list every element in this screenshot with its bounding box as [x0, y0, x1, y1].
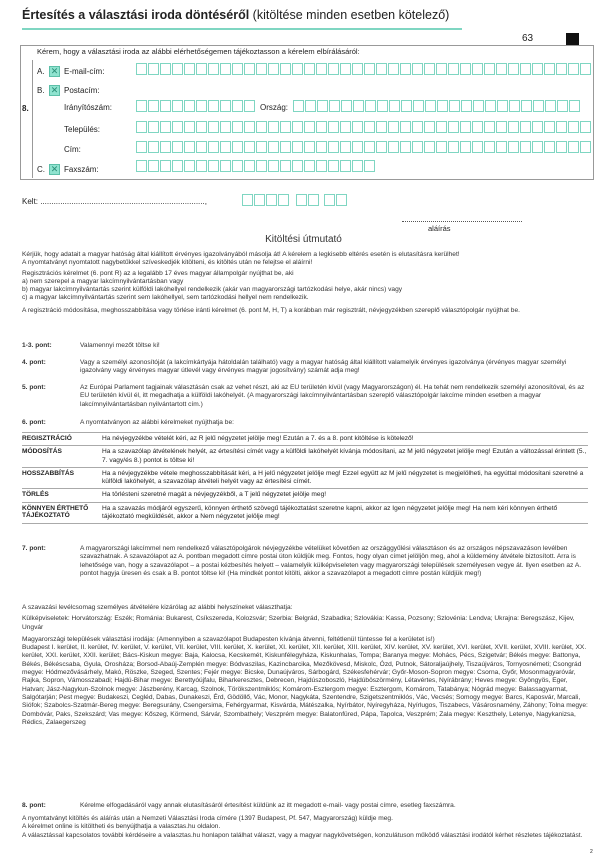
letter-cell[interactable]: [532, 141, 543, 153]
point-4-text: Vagy a személyi azonosítóját (a lakcímkártyája hátoldalán található) vagy a magyar hatóság által kiállított valamelyik érvényes igazolványa (érvényes magyar személyi igazolvány vagy érvényes magyar útlevél vagy érvényes magyar jogosítvány) számát adja meg!: [80, 359, 567, 375]
letter-cell[interactable]: [532, 63, 543, 75]
letter-cell[interactable]: [304, 121, 315, 133]
letter-cell[interactable]: [305, 100, 316, 112]
guide-intro: [22, 251, 588, 315]
letter-cell[interactable]: [136, 100, 147, 112]
fax-checkbox[interactable]: ✕: [50, 164, 59, 174]
letter-cell[interactable]: [400, 63, 411, 75]
letter-cell[interactable]: [268, 160, 279, 172]
letter-cell[interactable]: [533, 100, 544, 112]
letter-cell[interactable]: [293, 100, 304, 112]
date-line-label: Kelt: ..........................................................................,: [22, 197, 207, 206]
letter-cell[interactable]: [160, 160, 171, 172]
letter-cell[interactable]: [580, 121, 591, 133]
letter-cell[interactable]: [280, 141, 291, 153]
letter-cell[interactable]: [172, 100, 183, 112]
letter-cell[interactable]: [136, 141, 147, 153]
letter-cell[interactable]: [160, 121, 171, 133]
letter-cell[interactable]: [196, 100, 207, 112]
letter-cell[interactable]: [328, 141, 339, 153]
letter-cell[interactable]: [244, 121, 255, 133]
letter-cell[interactable]: [364, 160, 375, 172]
letter-cell[interactable]: [448, 141, 459, 153]
letter-cell[interactable]: [389, 100, 400, 112]
letter-cell[interactable]: [220, 121, 231, 133]
letter-cell[interactable]: [232, 141, 243, 153]
letter-cell[interactable]: [388, 63, 399, 75]
letter-cell[interactable]: [220, 100, 231, 112]
pickup-intro: A szavazási levélcsomag személyes átvételére kizárólag az alábbi helyszíneket választhatja:: [22, 604, 293, 611]
letter-cell[interactable]: [340, 121, 351, 133]
letter-cell[interactable]: [580, 141, 591, 153]
letter-cell[interactable]: [412, 141, 423, 153]
letter-cell[interactable]: [148, 141, 159, 153]
letter-cell[interactable]: [449, 100, 460, 112]
letter-cell[interactable]: [256, 160, 267, 172]
letter-cell[interactable]: [544, 63, 555, 75]
date-month-field[interactable]: [296, 194, 320, 206]
form-title: Értesítés a választási iroda döntéséről (kitöltése minden esetben kötelező): [22, 8, 450, 22]
city-label: Település:: [64, 125, 101, 134]
point-6-label: 6. pont:: [22, 419, 46, 426]
letter-cell[interactable]: [496, 141, 507, 153]
guide-p3c: c) a magyar lakcímnyilvántartás szerint sem lakóhellyel, sem tartózkodási hellyel nem rendelkezik.: [22, 294, 309, 302]
point-7-text: A magyarországi lakcímmel nem rendelkező választópolgárok névjegyzékbe vételüket követően az országgyűlési választáson és az országos népszavazáson levélben szavazhatnak. A szavazólapot az A. pontban megadott címre postai úton küldjük meg. Fontos, hogy olyan címet jelöljön meg, ahol a küldemény átvétele biztosított. Arra is lehetősége van, hogy a szavazólapot – a postai kézbesítés helyett – valamelyik külképviseleten vagy magyarországi települések személyesen vegye át. Ilyen esetben az A. pontot hagyja üresen és csak a B. pontot töltse ki! (Ha mindkét pontot kitölti, akkor a szavazólapot a megadott címre postán küldjük meg!): [80, 545, 582, 577]
letter-cell[interactable]: [544, 141, 555, 153]
point-13-label: 1-3. pont:: [22, 342, 52, 349]
letter-cell[interactable]: [484, 63, 495, 75]
letter-cell[interactable]: [172, 141, 183, 153]
letter-cell[interactable]: [496, 63, 507, 75]
closing-note-2: A kérelmet online is kitöltheti és benyújthatja a valasztas.hu oldalon.: [22, 823, 221, 831]
point-6-text: A nyomtatványon az alábbi kérelmeket nyújthatja be:: [80, 419, 234, 426]
letter-cell[interactable]: [256, 121, 267, 133]
letter-cell[interactable]: [424, 141, 435, 153]
letter-cell[interactable]: [497, 100, 508, 112]
letter-cell[interactable]: [278, 194, 289, 206]
letter-cell[interactable]: [376, 121, 387, 133]
letter-cell[interactable]: [376, 63, 387, 75]
letter-cell[interactable]: [521, 100, 532, 112]
letter-cell[interactable]: [413, 100, 424, 112]
letter-cell[interactable]: [545, 100, 556, 112]
letter-cell[interactable]: [136, 63, 147, 75]
letter-cell[interactable]: [329, 100, 340, 112]
point-13-text: Valamennyi mezőt töltse ki!: [80, 342, 160, 349]
letter-cell[interactable]: [136, 121, 147, 133]
letter-cell[interactable]: [437, 100, 448, 112]
letter-cell[interactable]: [352, 141, 363, 153]
letter-cell[interactable]: [412, 63, 423, 75]
letter-cell[interactable]: [352, 121, 363, 133]
letter-cell[interactable]: [317, 100, 328, 112]
closing-notes: [22, 815, 588, 840]
letter-cell[interactable]: [244, 141, 255, 153]
table-row: HOSSZABBÍTÁS Ha a névjegyzékbe vétele meghosszabbítását kéri, a H jelű négyzetet jelölje meg! Ezzel együtt az M jelű négyzetet is megjelölheti, ha egyúttal módosítani szeretné a külföldi lakóhelyét, a szavazólap átvételi helyét vagy az értesítési címét.: [22, 467, 588, 489]
point-5-label: 5. pont:: [22, 384, 46, 391]
date-year-field[interactable]: [242, 194, 290, 206]
email-field[interactable]: [136, 63, 592, 75]
letter-cell[interactable]: [340, 141, 351, 153]
letter-cell[interactable]: [268, 141, 279, 153]
letter-cell[interactable]: [304, 141, 315, 153]
letter-cell[interactable]: [136, 160, 147, 172]
letter-cell[interactable]: [436, 63, 447, 75]
letter-cell[interactable]: [220, 63, 231, 75]
letter-cell[interactable]: [352, 160, 363, 172]
letter-cell[interactable]: [425, 100, 436, 112]
address-field[interactable]: [136, 141, 592, 153]
pickup-section: [22, 604, 588, 727]
title-underline: [22, 28, 462, 30]
letter-cell[interactable]: [544, 121, 555, 133]
guide-p3: Regisztrációs kérelmet (6. pont R) az a legalább 17 éves magyar állampolgár nyújthat be, aki: [22, 269, 294, 277]
letter-cell[interactable]: [160, 63, 171, 75]
letter-cell[interactable]: [336, 194, 347, 206]
country-field[interactable]: [293, 100, 581, 112]
letter-cell[interactable]: [244, 63, 255, 75]
letter-cell[interactable]: [557, 100, 568, 112]
letter-cell[interactable]: [148, 63, 159, 75]
guide-p3b: b) magyar lakcímnyilvántartás szerint külföldi lakóhellyel rendelkezik (akár van magyarországi tartózkodási helye, akár nincs) vagy: [22, 286, 403, 294]
letter-cell[interactable]: [268, 63, 279, 75]
letter-cell[interactable]: [568, 141, 579, 153]
point-8-label: 8. pont:: [22, 802, 46, 809]
letter-cell[interactable]: [232, 63, 243, 75]
letter-cell[interactable]: [256, 141, 267, 153]
letter-cell[interactable]: [160, 100, 171, 112]
guide-title: Kitöltési útmutató: [265, 234, 342, 245]
letter-cell[interactable]: [472, 63, 483, 75]
letter-cell[interactable]: [316, 160, 327, 172]
letter-cell[interactable]: [388, 121, 399, 133]
letter-cell[interactable]: [172, 63, 183, 75]
letter-cell[interactable]: [208, 141, 219, 153]
letter-cell[interactable]: [324, 194, 335, 206]
letter-cell[interactable]: [376, 141, 387, 153]
letter-cell[interactable]: [232, 160, 243, 172]
table-row: TÖRLÉS Ha törlésteni szeretné magát a névjegyzékből, a T jelű négyzetet jelölje meg!: [22, 488, 588, 501]
letter-cell[interactable]: [556, 141, 567, 153]
letter-cell[interactable]: [569, 100, 580, 112]
point-7-label: 7. pont:: [22, 545, 46, 552]
zip-field[interactable]: [136, 100, 256, 112]
letter-cell[interactable]: [220, 141, 231, 153]
letter-cell[interactable]: [340, 63, 351, 75]
letter-cell[interactable]: [448, 121, 459, 133]
letter-cell[interactable]: [292, 141, 303, 153]
page-number: 63: [522, 33, 534, 44]
letter-cell[interactable]: [341, 100, 352, 112]
corner-mark: 2: [590, 849, 593, 855]
letter-cell[interactable]: [532, 121, 543, 133]
letter-cell[interactable]: [508, 63, 519, 75]
letter-cell[interactable]: [232, 100, 243, 112]
fax-label: Faxszám:: [64, 165, 99, 174]
letter-cell[interactable]: [172, 160, 183, 172]
letter-cell[interactable]: [340, 160, 351, 172]
option-b-letter: B.: [37, 86, 45, 95]
letter-cell[interactable]: [520, 141, 531, 153]
closing-note-1: A nyomtatványt kitöltés és aláírás után a Nemzeti Választási Iroda címére (1397 Budapest, Pf. 547, Magyarország) küldje meg.: [22, 815, 393, 822]
letter-cell[interactable]: [473, 100, 484, 112]
letter-cell[interactable]: [268, 121, 279, 133]
letter-cell[interactable]: [461, 100, 472, 112]
letter-cell[interactable]: [184, 63, 195, 75]
option-a-letter: A.: [37, 67, 45, 76]
country-label: Ország:: [260, 103, 289, 112]
letter-cell[interactable]: [364, 141, 375, 153]
letter-cell[interactable]: [232, 121, 243, 133]
letter-cell[interactable]: [352, 63, 363, 75]
letter-cell[interactable]: [208, 121, 219, 133]
table-row: REGISZTRÁCIÓ Ha névjegyzékbe vételét kéri, az R jelű négyzetet jelölje meg! Ezután a 7. és a 8. pont kitöltése is kötelező!: [22, 432, 588, 445]
address-label: Cím:: [64, 145, 81, 154]
letter-cell[interactable]: [148, 160, 159, 172]
letter-cell[interactable]: [328, 63, 339, 75]
letter-cell[interactable]: [316, 121, 327, 133]
letter-cell[interactable]: [580, 63, 591, 75]
letter-cell[interactable]: [377, 100, 388, 112]
letter-cell[interactable]: [328, 160, 339, 172]
letter-cell[interactable]: [184, 100, 195, 112]
letter-cell[interactable]: [196, 160, 207, 172]
letter-cell[interactable]: [304, 160, 315, 172]
letter-cell[interactable]: [365, 100, 376, 112]
letter-cell[interactable]: [280, 160, 291, 172]
letter-cell[interactable]: [148, 121, 159, 133]
guide-p4: A regisztráció módosítása, meghosszabbítása vagy törlése iránti kérelmet (6. pont M, H, T) a korábban már regisztrált, névjegyzékben szereplő választópolgár nyújthat be.: [22, 306, 520, 314]
letter-cell[interactable]: [292, 160, 303, 172]
point-4-label: 4. pont:: [22, 359, 46, 366]
guide-p3a: a) nem szerepel a magyar lakcímnyilvántartásban vagy: [22, 277, 184, 285]
letter-cell[interactable]: [196, 141, 207, 153]
table-row: KÖNNYEN ÉRTHETŐ TÁJÉKOZTATÓ Ha a szavazás módjáról egyszerű, könnyen érthető szövegű tájékoztatást szeretne kapni, akkor az Igen négyzetet jelölje meg! Ha nem kéri könnyen érthető tájékoztató megküldését, akkor a Nem négyzetet jelölje meg!: [22, 502, 588, 525]
letter-cell[interactable]: [460, 141, 471, 153]
letter-cell[interactable]: [244, 100, 255, 112]
letter-cell[interactable]: [556, 121, 567, 133]
offices-list: Budapest I. kerület, II. kerület, IV. kerület, V. kerület, VII. kerület, VIII. kerület, X. kerület, XI. kerület, XII. kerület, XIII. kerület, XIV. kerület, XV. kerület, XVI. kerület, XVII. kerület, XVIII. kerület, XX. kerület, XXI. kerület, XXII. kerület; Bács-Kiskun megye: Baja, Kalocsa, Kecskemét, Kiskunfélegyháza, Kiskunhalas, Tompa; Baranya megye: Mohács, Pécs, Szigetvár; Békés megye: Battonya, Békés, Békéscsaba, Gyula, Orosháza; Borsod-Abaúj-Zemplén megye: Bódvaszilas, Kazincbarcika, Mezőkövesd, Miskolc, Ózd, Putnok, Sátoraljaújhely, Tiszaújváros, Tornyosnémeti; Csongrád megye: Hódmezővásárhely, Makó, Röszke, Szeged, Szentes; Fejér megye: Bicske, Dunaújváros, Sárbogárd, Székesfehérvár; Győr-Moson-Sopron megye: Csorna, Győr, Mosonmagyaróvár, Rajka, Sopron, Vámosszabadi; Hajdú-Bihar megye: Berettyóújfalu, Biharkeresztes, Debrecen, Hajdúszoboszló, Hajdúböszörmény, Létavértes, Nyírábrány; Heves megye: Gyöngyös, Eger, Hatvan; Jász-Nagykun-Szolnok megye: Jászberény, Karcag, Szolnok, Törökszentmiklós; Komárom-Esztergom megye: Esztergom, Komárom, Tatabánya; Nógrád megye: Balassagyarmat, Salgótarján; Pest megye: Budakeszi, Cegléd, Dabas, Dunakeszi, Érd, Gödöllő, Vác, Monor, Nagykáta, Szentendre, Szigetszentmiklós, Vác, Vecsés; Somogy megye: Barcs, Kaposvár, Marcali, Siófok; Szabolcs-Szatmár-Bereg megye: Beregsurány, Csengersima, Fehérgyarmat, Kisvárda, Mátészalka, Nyírbátor, Nyíregyháza, Nyírlugos, Tiszabecs, Vásárosnamény, Záhony; Tolna megye: Dombóvár, Paks, Szekszárd; Vas megye: Kőszeg, Körmend, Sárvár, Szombathely; Veszprém megye: Balatonfüred, Pápa, Tapolca, Veszprém; Zala megye: Keszthely, Letenye, Nagykanizsa, Rédics, Zalaegerszeg: [22, 644, 588, 726]
section-number: 8.: [22, 104, 29, 113]
letter-cell[interactable]: [460, 121, 471, 133]
letter-cell[interactable]: [208, 160, 219, 172]
table-row: MÓDOSÍTÁS Ha a szavazólap átvételének helyét, az értesítési címét vagy a külföldi lakóhelyét kívánja módosítani, az M jelű négyzetet jelölje meg! Ezután a változással érintett (5., 7. vagy/és 8.) pontot is töltse ki!: [22, 445, 588, 467]
form-intro: Kérem, hogy a választási iroda az alábbi elérhetőségemen tájékoztasson a kérelem elbírálásáról:: [37, 47, 360, 56]
letter-cell[interactable]: [400, 141, 411, 153]
letter-cell[interactable]: [401, 100, 412, 112]
letter-cell[interactable]: [400, 121, 411, 133]
letter-cell[interactable]: [208, 100, 219, 112]
frame-divider: [32, 60, 33, 178]
letter-cell[interactable]: [556, 63, 567, 75]
letter-cell[interactable]: [448, 63, 459, 75]
letter-cell[interactable]: [496, 121, 507, 133]
consulates-list: Külképviseletek: Horvátország: Eszék; Románia: Bukarest, Csíkszereda, Kolozsvár; Szerbia: Belgrád, Szabadka; Szlovákia: Kassa, Pozsony; Szlovénia: Lendva; Ukrajna: Beregszász, Kijev, Ungvár: [22, 615, 575, 631]
letter-cell[interactable]: [364, 121, 375, 133]
request-types-table: [22, 432, 588, 524]
letter-cell[interactable]: [292, 121, 303, 133]
letter-cell[interactable]: [436, 141, 447, 153]
letter-cell[interactable]: [184, 141, 195, 153]
guide-p1: Kérjük, hogy adatait a magyar hatóság által kiállított érvényes igazolványából másolja át! A kérelem a legkisebb eltérés esetén is elutasításra kerülhet!: [22, 251, 460, 258]
letter-cell[interactable]: [280, 121, 291, 133]
letter-cell[interactable]: [568, 63, 579, 75]
fax-field[interactable]: [136, 160, 376, 172]
letter-cell[interactable]: [184, 160, 195, 172]
letter-cell[interactable]: [412, 121, 423, 133]
letter-cell[interactable]: [172, 121, 183, 133]
letter-cell[interactable]: [160, 141, 171, 153]
signature-label: aláírás: [428, 224, 451, 233]
point-8-text: Kérelme elfogadásáról vagy annak elutasításáról értesítést küldünk az itt megadott e-mail- vagy postai címre, esetleg faxszámra.: [80, 802, 456, 809]
letter-cell[interactable]: [364, 63, 375, 75]
email-label: E-mail-cím:: [64, 67, 105, 76]
zip-label: Irányítószám:: [64, 103, 113, 112]
letter-cell[interactable]: [388, 141, 399, 153]
form-subtitle: (kitöltése minden esetben kötelező): [252, 8, 450, 22]
letter-cell[interactable]: [308, 194, 319, 206]
letter-cell[interactable]: [520, 121, 531, 133]
point-5-text: Az Európai Parlament tagjainak választásán csak az vehet részt, aki az EU területén kívül (vagy Magyarországon) él. Ha tehát nem rendelkezik személyi azonosítóval, és az EU területén kívül él, itt megadhatja a külföldi lakóhelyét. (A magyarországi lakcímnyilvántartásban szereplő választópolgár lakcíme minden esetben a magyar lakcímnyilvántartásban nyilvántartott cím.): [80, 384, 585, 408]
option-c-letter: C.: [37, 165, 45, 174]
closing-note-3: A választással kapcsolatos további kérdéseire a valasztas.hu honlapon találhat választ, vagy a magyar nagykövetségen, konzulátuson működő választási irodától kérhet részletes tájékoztatást.: [22, 831, 583, 839]
letter-cell[interactable]: [353, 100, 364, 112]
letter-cell[interactable]: [472, 141, 483, 153]
email-checkbox[interactable]: ✕: [50, 66, 59, 76]
letter-cell[interactable]: [256, 63, 267, 75]
letter-cell[interactable]: [220, 160, 231, 172]
letter-cell[interactable]: [460, 63, 471, 75]
letter-cell[interactable]: [328, 121, 339, 133]
letter-cell[interactable]: [184, 121, 195, 133]
signature-line[interactable]: [402, 221, 522, 222]
letter-cell[interactable]: [436, 121, 447, 133]
letter-cell[interactable]: [304, 63, 315, 75]
letter-cell[interactable]: [520, 63, 531, 75]
letter-cell[interactable]: [568, 121, 579, 133]
letter-cell[interactable]: [242, 194, 253, 206]
letter-cell[interactable]: [254, 194, 265, 206]
letter-cell[interactable]: [148, 100, 159, 112]
letter-cell[interactable]: [280, 63, 291, 75]
letter-cell[interactable]: [266, 194, 277, 206]
letter-cell[interactable]: [484, 121, 495, 133]
date-day-field[interactable]: [324, 194, 348, 206]
postal-label: Postacím:: [64, 86, 100, 95]
letter-cell[interactable]: [296, 194, 307, 206]
letter-cell[interactable]: [485, 100, 496, 112]
letter-cell[interactable]: [316, 141, 327, 153]
letter-cell[interactable]: [424, 121, 435, 133]
postal-checkbox[interactable]: ✕: [50, 85, 59, 95]
letter-cell[interactable]: [208, 63, 219, 75]
letter-cell[interactable]: [472, 121, 483, 133]
guide-p2: A nyomtatványt nyomtatott nagybetűkkel szíveskedjék kitölteni, és kitöltés után ne felejtse el aláírni!: [22, 259, 313, 267]
city-field[interactable]: [136, 121, 592, 133]
letter-cell[interactable]: [316, 63, 327, 75]
letter-cell[interactable]: [509, 100, 520, 112]
letter-cell[interactable]: [508, 141, 519, 153]
letter-cell[interactable]: [292, 63, 303, 75]
letter-cell[interactable]: [196, 63, 207, 75]
letter-cell[interactable]: [424, 63, 435, 75]
letter-cell[interactable]: [244, 160, 255, 172]
letter-cell[interactable]: [508, 121, 519, 133]
hungary-offices-intro: Magyarországi települések választási irodája: (Amennyiben a szavazólapot Budapesten kívánja átvenni, feltétlenül tüntesse fel a kerületet is!): [22, 635, 435, 643]
letter-cell[interactable]: [484, 141, 495, 153]
letter-cell[interactable]: [196, 121, 207, 133]
